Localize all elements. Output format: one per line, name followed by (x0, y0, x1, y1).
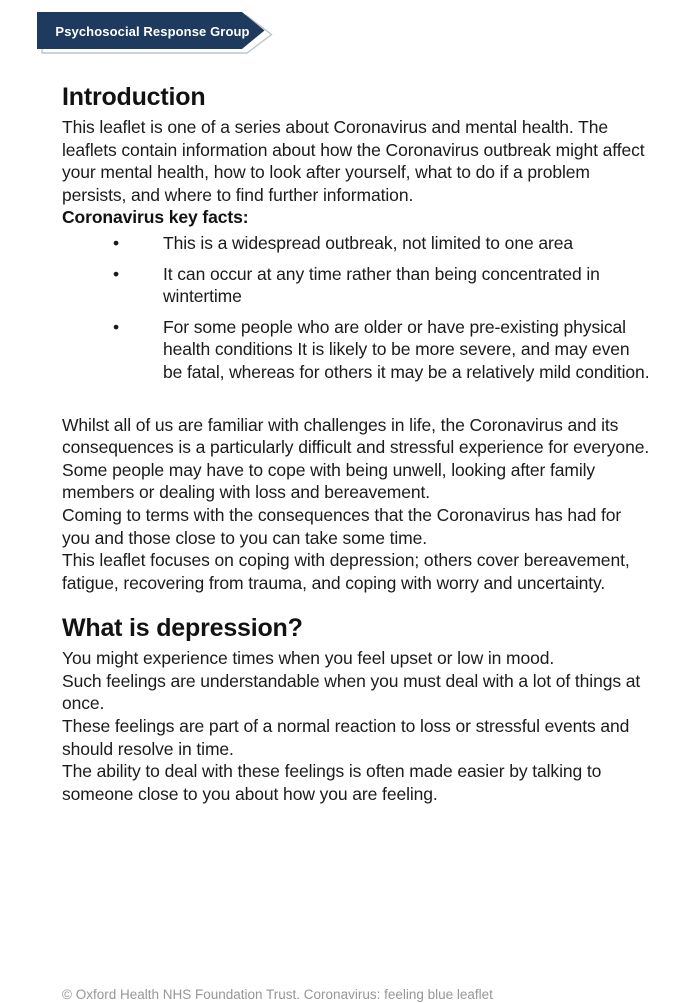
bullet-icon: • (113, 232, 120, 253)
intro-paragraph: Coming to terms with the consequences that the Coronavirus has had for you and those close to you can take some time. (62, 504, 622, 548)
document-body (62, 83, 653, 805)
section-heading-introduction: Introduction (62, 83, 206, 111)
list-item (62, 232, 653, 255)
depression-paragraph: The ability to deal with these feelings is often made easier by talking to someone close to you about how you are feeling. (62, 761, 602, 804)
key-facts-list (62, 232, 653, 384)
intro-paragraph: Whilst all of us are familiar with challenges in life, the Coronavirus and its consequences is a particularly difficult and stressful experience for everyone. (62, 414, 650, 458)
copyright-footer: © Oxford Health NHS Foundation Trust. Coronavirus: feeling blue leaflet (62, 987, 493, 1002)
intro-paragraph: This leaflet focuses on coping with depression; others cover bereavement, fatigue, recovering from trauma, and coping with worry and uncertainty. (62, 550, 630, 593)
banner-title: Psychosocial Response Group (55, 23, 250, 39)
intro-paragraph: This leaflet is one of a series about Coronavirus and mental health. The leaflets contain information about how the Coronavirus outbreak might affect your mental health, how to look after yourself, what to do if a problem persists, and where to find further information. (62, 117, 645, 205)
header-banner (35, 11, 279, 57)
section-heading-what-is-depression: What is depression? (62, 614, 303, 643)
list-item-text: For some people who are older or have pre-existing physical health conditions It is likely to be more severe, and may even be fatal, whereas for others it may be a relatively mild condition. (163, 316, 650, 382)
key-facts-label: Coronavirus key facts: (62, 207, 249, 228)
list-item (62, 316, 653, 384)
bullet-icon: • (113, 316, 120, 337)
list-item-text: It can occur at any time rather than being concentrated in wintertime (163, 263, 600, 307)
list-item (62, 263, 653, 308)
intro-paragraph: Some people may have to cope with being unwell, looking after family members or dealing with loss and bereavement. (62, 459, 596, 503)
depression-paragraph: Such feelings are understandable when you must deal with a lot of things at once. (62, 670, 641, 714)
list-item-text: This is a widespread outbreak, not limited to one area (163, 232, 573, 253)
spacer (62, 392, 653, 414)
depression-paragraph: You might experience times when you feel upset or low in mood. (62, 648, 555, 669)
bullet-icon: • (113, 263, 120, 284)
depression-paragraph: These feelings are part of a normal reaction to loss or stressful events and should resolve in time. (62, 716, 630, 759)
